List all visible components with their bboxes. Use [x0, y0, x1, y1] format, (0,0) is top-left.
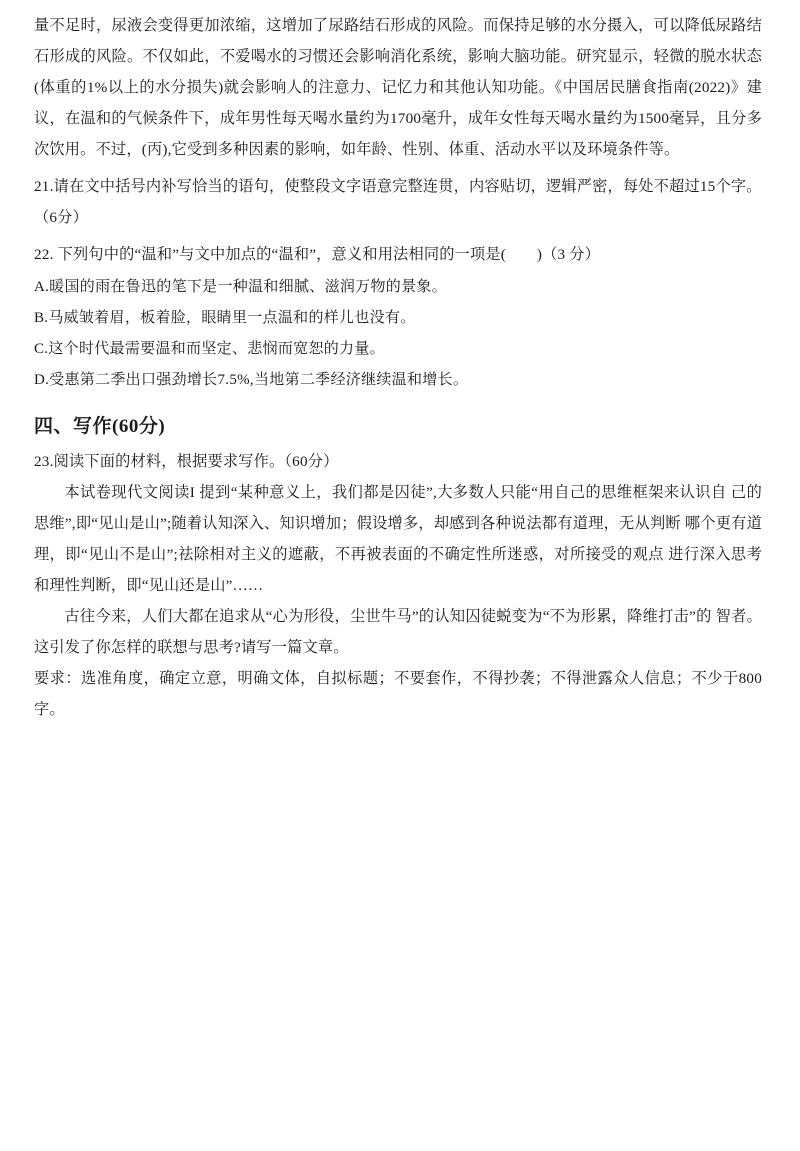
question-22-option-c: C.这个时代最需要温和而坚定、悲悯而宽恕的力量。	[34, 341, 385, 357]
question-23-material-paragraph-1: 本试卷现代文阅读I 提到“某种意义上，我们都是囚徒”,大多数人只能“用自己的思维框架来认识自 己的思维”,即“见山是山”;随着认知深入、知识增加；假设增多，却感到各种说法都有道理，无从判断 哪个更有道理，即“见山不是山”;祛除相对主义的遮蔽，不再被表面的不确定性所迷惑，对所接受的观点 进行深入思考和理性判断，即“见山还是山”……	[34, 484, 762, 594]
question-22-option-a: A.暖国的雨在鲁迅的笔下是一种温和细腻、滋润万物的景象。	[34, 279, 447, 295]
question-22-option-d: D.受惠第二季出口强劲增长7.5%,当地第二季经济继续温和增长。	[34, 372, 469, 388]
question-21-block	[34, 171, 762, 233]
question-21-stem: 21.请在文中括号内补写恰当的语句，使整段文字语意完整连贯，内容贴切，逻辑严密，每处不超过15个字。	[34, 178, 762, 195]
question-23-stem: 23.阅读下面的材料，根据要求写作。（60分）	[34, 453, 339, 470]
question-23-material-paragraph-2: 古往今来，人们大都在追求从“心为形役，尘世牛马”的认知囚徒蜕变为“不为形累，降维打击”的 智者。这引发了你怎样的联想与思考?请写一篇文章。	[34, 608, 762, 656]
question-21-score: （6分）	[34, 209, 88, 226]
question-23-requirements: 要求：选准角度，确定立意，明确文体，自拟标题；不要套作，不得抄袭；不得泄露众人信息；不少于800字。	[34, 670, 762, 718]
section-heading-writing: 四、写作(60分)	[34, 416, 166, 437]
question-22-option-b: B.马威皱着眉，板着脸，眼睛里一点温和的样儿也没有。	[34, 310, 416, 326]
passage-paragraph: 量不足时，尿液会变得更加浓缩，这增加了尿路结石形成的风险。而保持足够的水分摄入，可以降低尿路结石形成的风险。不仅如此，不爱喝水的习惯还会影响消化系统，影响大脑功能。研究显示，轻微的脱水状态(体重的1%以上的水分损失)就会影响人的注意力、记忆力和其他认知功能。《中国居民膳食指南(2022)》建议，在温和的气候条件下，成年男性每天喝水量约为1700毫升，成年女性每天喝水量约为1500毫异，且分多次饮用。不过，(丙),它受到多种因素的影响，如年龄、性别、体重、活动水平以及环境条件等。	[34, 17, 762, 158]
question-22-block	[34, 239, 762, 396]
question-23-block	[34, 446, 762, 725]
question-22-stem: 22. 下列句中的“温和”与文中加点的“温和”，意义和用法相同的一项是( )（3 分）	[34, 246, 601, 263]
